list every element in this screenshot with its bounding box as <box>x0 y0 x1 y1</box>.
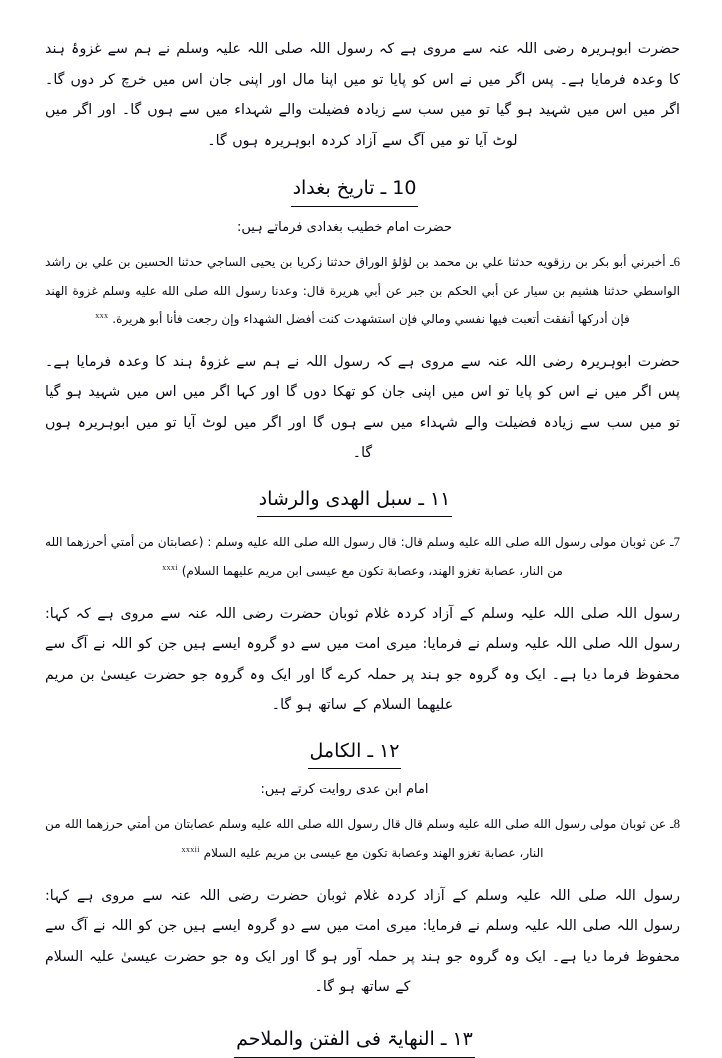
hadith-8-footnote-marker: xxxii <box>181 845 200 855</box>
section-heading-12 <box>45 737 680 770</box>
hadith-7-number: 7 <box>673 535 680 550</box>
section-heading-13-text: ۱۳ ـ النھایۃ فی الفتن والملاحم <box>234 1025 475 1058</box>
paragraph-intro-abu-hurairah: حضرت ابوہریرہ رضی اللہ عنہ سے مروی ہے کہ رسول اللہ صلی اللہ علیہ وسلم نے ہم سے غزوۂ ہند کا وعدہ فرمایا ہے۔ پس اگر میں نے اس کو پایا تو میں اپنا مال اور اپنی جان اس میں خرچ کر دوں گا۔ اگر میں اس میں شہید ہو گیا تو میں سب سے زیادہ فضیلت والے شہداء میں سے ہوں گا۔ اور اگر میں لوٹ آیا تو میں آگ سے آزاد کردہ ابوہریرہ ہوں گا۔ <box>45 41 680 149</box>
hadith-6-number: 6 <box>673 254 680 269</box>
intro-line-12-text: امام ابن عدی روایت کرتے ہیں: <box>260 782 429 798</box>
section-heading-10-text: 10 ـ تاریخ بغداد <box>291 174 419 207</box>
hadith-block-8 <box>45 809 680 867</box>
section-heading-11 <box>45 485 680 518</box>
hadith-7-text: ـ عن ثوبان مولى رسول الله صلى الله عليه وسلم قال: قال رسول الله صلى الله عليه وسلم : (عصابتان من أمتي أحرزهما الله من النار، عصابة تغزو الهند، وعصابة تكون مع عيسى ابن مريم عليهما السلام) <box>45 535 674 579</box>
intro-line-ibn-adi <box>45 779 680 801</box>
hadith-block-7 <box>45 527 680 585</box>
page-content <box>45 34 680 1058</box>
paragraph-translation-6: حضرت ابوہریرہ رضی اللہ عنہ سے مروی ہے کہ رسول اللہ نے ہم سے غزوۂ ہند کا وعدہ فرمایا ہے۔ پس اگر میں نے اس کو پایا تو اس میں اپنی جان کو تھکا دوں گا اور کہا اگر میں اس میں شہید ہو گیا تو میں سب سے زیادہ فضیلت والے شہداء میں سے ہوں گا اور اگر میں لوٹ آیا تو میں ابوہریرہ ہوں گا۔ <box>45 353 680 462</box>
hadith-6-footnote-marker: xxx <box>95 311 109 321</box>
hadith-7-footnote-marker: xxxi <box>162 563 178 573</box>
hadith-block-6 <box>45 247 680 334</box>
section-heading-11-text: ۱۱ ـ سبل الھدی والرشاد <box>257 485 453 518</box>
intro-line-khatib-baghdadi <box>45 217 680 239</box>
hadith-8-number: 8 <box>673 817 680 832</box>
hadith-8-text: ـ عن ثوبان مولى رسول الله صلى الله عليه وسلم قال قال رسول الله صلى الله عليه وسلم عصابتان من أمتي حرزهما الله من النار، عصابة تغزو الهند وعصابة تكون مع عيسى بن مريم عليه السلام <box>45 817 674 861</box>
hadith-6-text: ـ أخبرني أبو بكر بن رزقويه حدثنا علي بن محمد بن لؤلؤ الوراق حدثنا زكريا بن يحيى الساجي حدثنا الحسين بن علي بن راشد الواسطي حدثنا هشيم بن سيار عن أبي الحكم بن جبر عن أبي هريرة قال: وعدنا رسول الله صلى الله عليه وسلم غزوة الهند فإن أدركها أنفقت أتعبت فيها نفسي ومالي فإن استشهدت كنت أفضل الشهداء وإن رجعت فأنا أبو هريرة. <box>45 254 680 327</box>
section-heading-10 <box>45 174 680 207</box>
paragraph-translation-7: رسول اللہ صلی اللہ علیہ وسلم کے آزاد کردہ غلام ثوبان حضرت رضی اللہ عنہ سے مروی ہے کہ کہا: رسول اللہ صلی اللہ علیہ وسلم نے فرمایا: میری امت میں سے دو گروہ ایسے ہیں جن کو اللہ نے آگ سے محفوظ فرما دیا ہے۔ ایک وہ گروہ جو ہند پر حملہ کرے گا اور ایک وہ گروہ جو حضرت عیسیٰ بن مریم علیھما السلام کے ساتھ ہو گا۔ <box>45 605 680 714</box>
paragraph-translation-8: رسول اللہ صلی اللہ علیہ وسلم کے آزاد کردہ غلام ثوبان حضرت رضی اللہ عنہ سے مروی ہے کہا: رسول اللہ صلی اللہ علیہ وسلم نے فرمایا: میری امت میں سے دو گروہ ایسے ہیں جن کو اللہ نے آگ سے محفوظ فرما دیا ہے۔ ایک وہ گروہ جو ہند پر حملہ آور ہو گا اور ایک وہ جو حضرت عیسیٰ علیہ السلام کے ساتھ ہو گا۔ <box>45 887 680 996</box>
section-heading-12-text: ۱۲ ـ الکامل <box>308 737 402 770</box>
intro-line-10-text: حضرت امام خطیب بغدادی فرماتے ہیں: <box>236 219 452 235</box>
section-heading-13 <box>45 1025 680 1058</box>
